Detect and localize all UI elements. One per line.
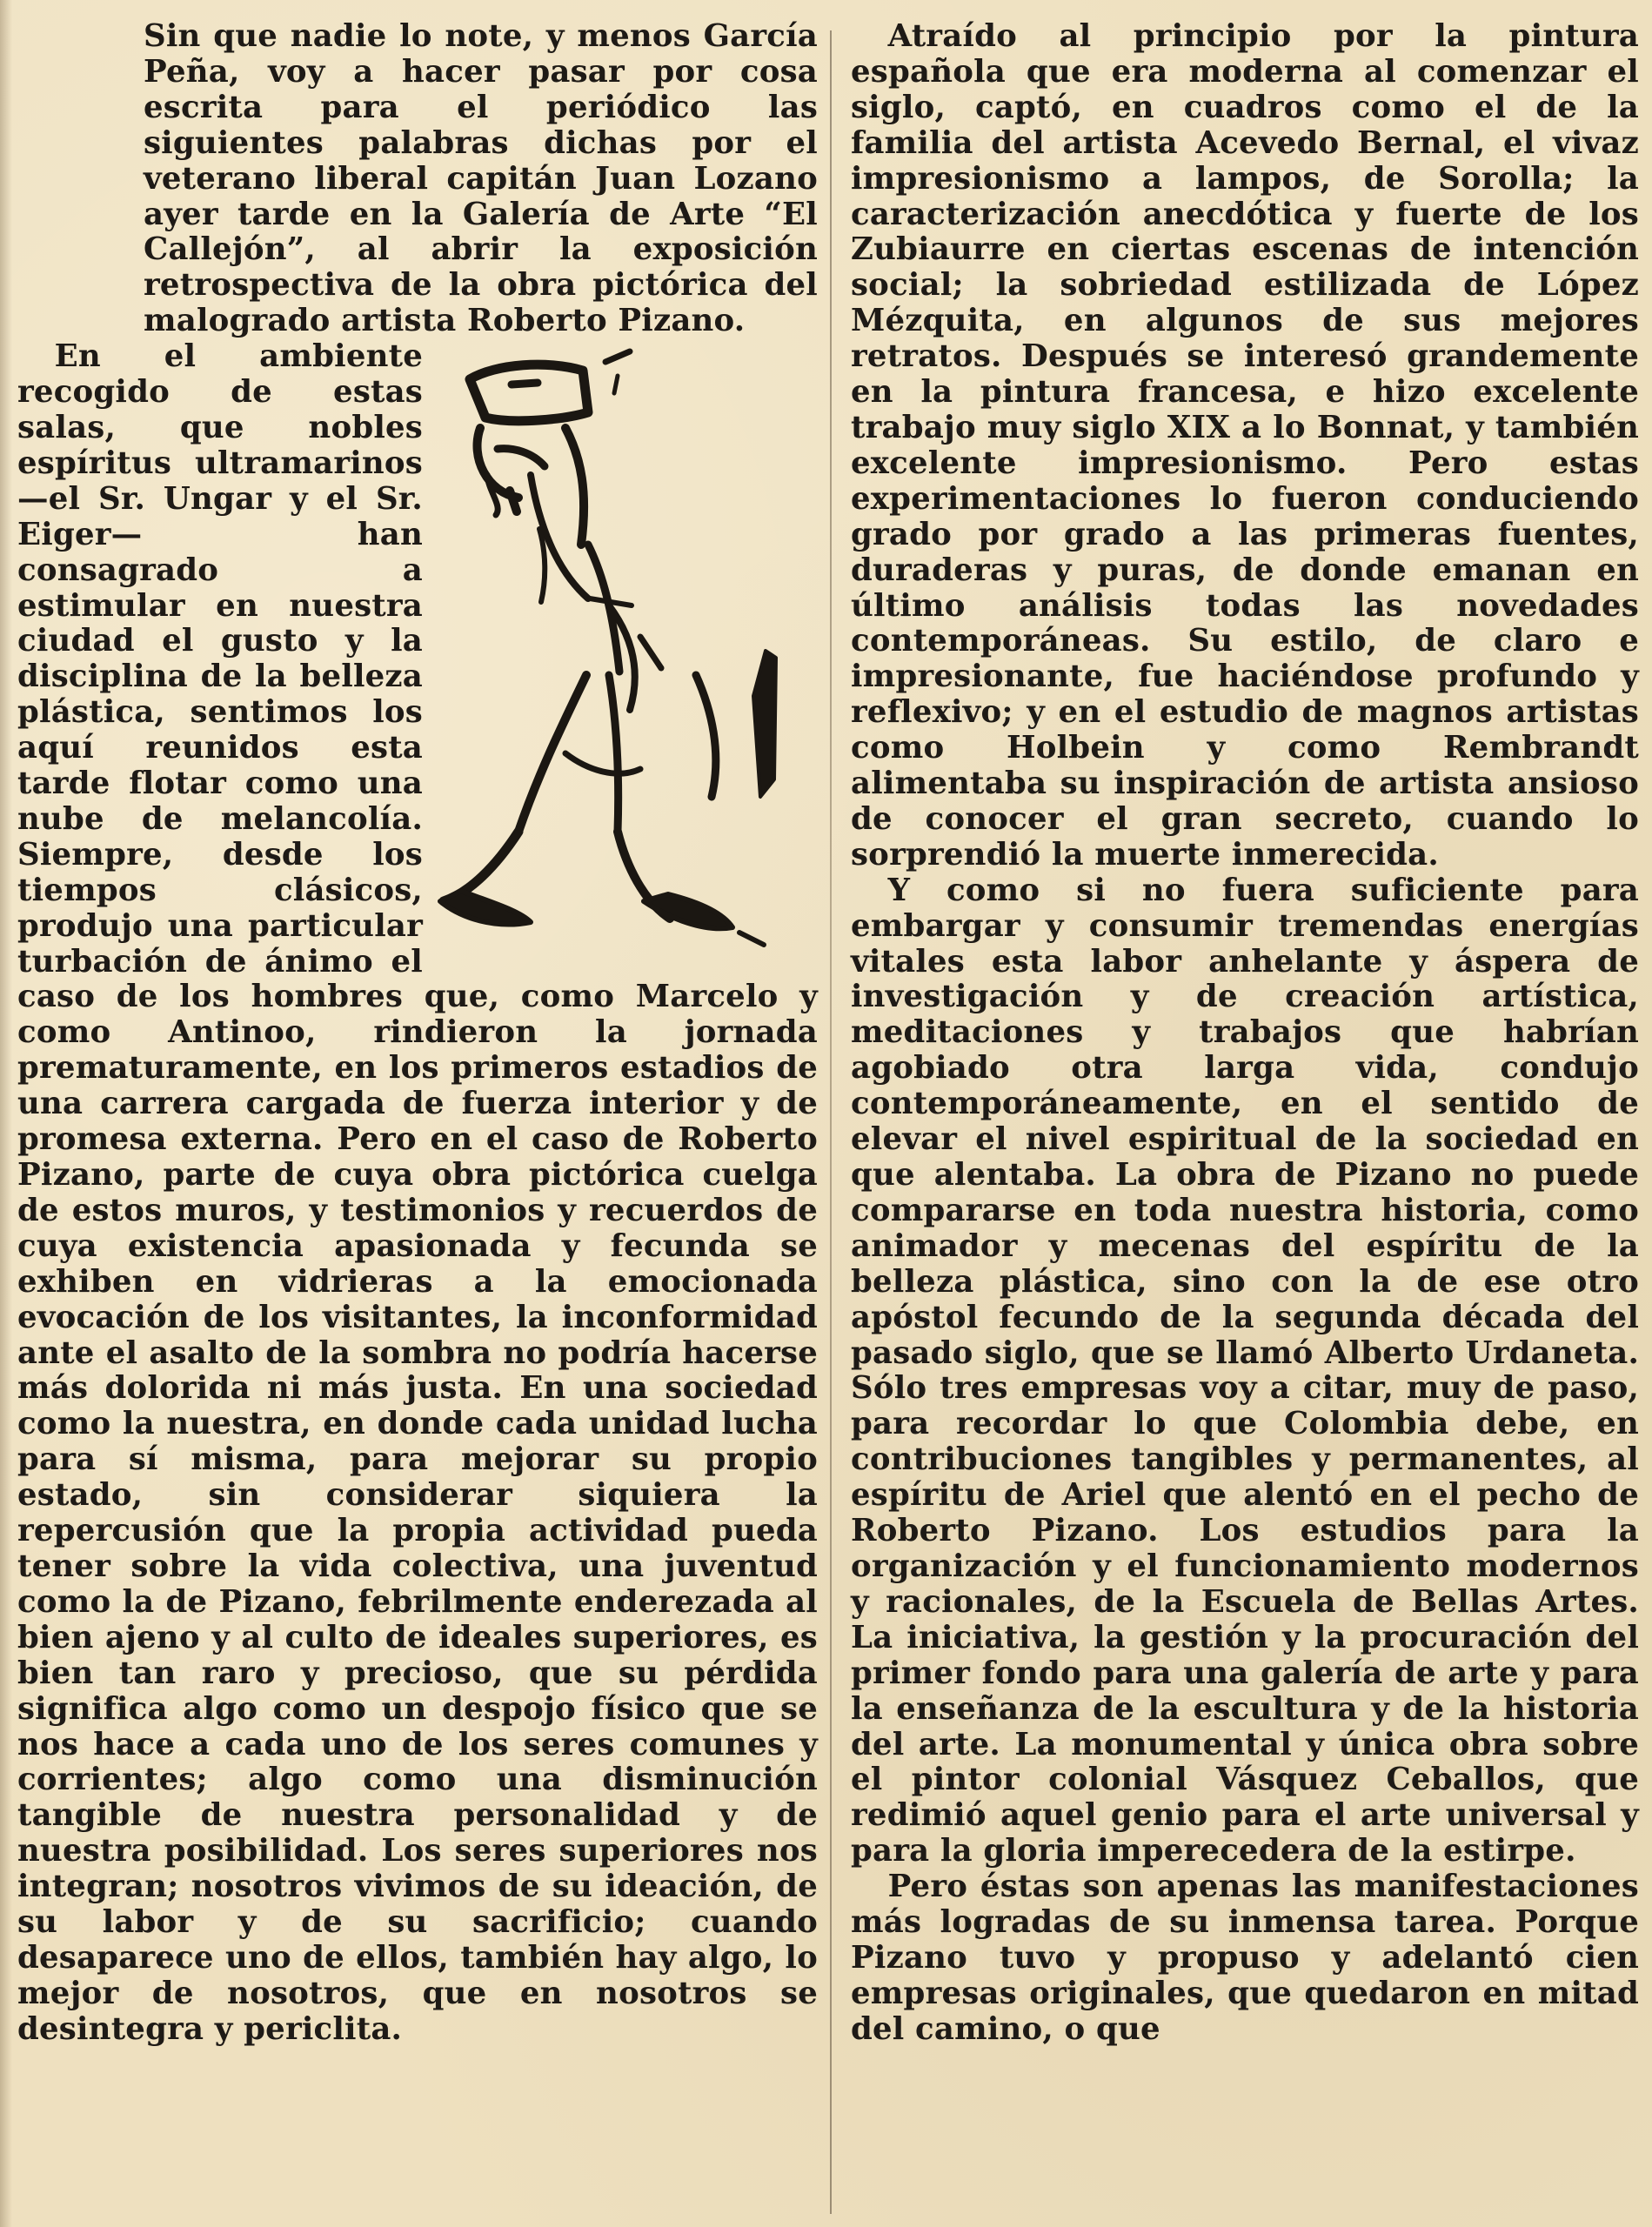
article-paragraph: En el ambiente recogido de estas salas, que nobles espíritus ultramarinos —el Sr. Ungar y el Sr. Eiger— han consagrado a estimular en nuestra ciudad el gusto y la disciplina de la belleza plástica, sentimos los aquí reunidos esta tarde flotar como una nube de melancolía. Siempre, desde los tiempos clásicos, produjo una particular turbación de ánimo el caso de los hombres que, como Marcelo y como Antinoo, rindieron la jornada prematuramente, en los primeros estadios de una carrera cargada de fuerza interior y de promesa externa. Pero en el caso de Roberto Pizano, parte de cuya obra pictórica cuelga de estos muros, y testimonios y recuerdos de cuya existencia apasionada y fecunda se exhiben en vidrieras a la emocionada evocación de los visitantes, la inconformidad ante el asalto de la sombra no podría hacerse más dolorida ni más justa. En una sociedad como la nuestra, en donde cada unidad lucha para sí misma, para mejorar su propio estado, sin considerar siquiera la repercusión que la propia actividad pueda tener sobre la vida colectiva, una juventud como la de Pizano, febrilmente enderezada al bien ajeno y al culto de ideales superiores, es bien tan raro y precioso, que su pérdida significa algo como un despojo físico que se nos hace a cada uno de los seres comunes y corrientes; algo como una disminución tangible de nuestra personalidad y de nuestra posibilidad. Los seres superiores nos integran; nosotros vivimos de su ideación, de su labor y de su sacrificio; cuando desaparece uno de ellos, también hay algo, lo mejor de nosotros, que en nosotros se desintegra y periclita.	[17, 338, 818, 2047]
paper-edge-shadow	[0, 0, 12, 2227]
column-divider	[830, 30, 832, 2214]
article-lead-paragraph: Sin que nadie lo note, y menos García Peña, voy a hacer pasar por cosa escrita para el periódico las siguientes palabras dichas por el veterano liberal capitán Juan Lozano ayer tarde en la Galería de Arte “El Callejón”, al abrir la exposición retrospectiva de la obra pictórica del malogrado artista Roberto Pizano.	[144, 18, 818, 339]
article-left-column	[17, 19, 818, 2048]
sketch-walking-figure-icon	[435, 344, 818, 958]
article-paragraph: Pero éstas son apenas las manifestaciones más logradas de su inmensa tarea. Porque Pizano tuvo y propuso y adelantó cien empresas originales, que quedaron en mitad del camino, o que	[851, 1869, 1639, 2047]
article-right-column	[851, 19, 1639, 2048]
article-paragraph: Atraído al principio por la pintura española que era moderna al comenzar el siglo, captó, en cuadros como el de la familia del artista Acevedo Bernal, el vivaz impresionismo a lampos, de Sorolla; la caracterización anecdótica y fuerte de los Zubiaurre en ciertas escenas de intención social; la sobriedad estilizada de López Mézquita, en algunos de sus mejores retratos. Después se interesó grandemente en la pintura francesa, e hizo excelente trabajo muy siglo XIX a lo Bonnat, y también excelente impresionismo. Pero estas experimentaciones lo fueron conduciendo grado por grado a las primeras fuentes, duraderas y puras, de donde emanan en último análisis todas las novedades contemporáneas. Su estilo, de claro e impresionante, fue haciéndose profundo y reflexivo; y en el estudio de magnos artistas como Holbein y como Rembrandt alimentaba su inspiración de artista ansioso de conocer el gran secreto, cuando lo sorprendió la muerte inmerecida.	[851, 18, 1639, 873]
article-paragraph: Y como si no fuera suficiente para embargar y consumir tremendas energías vitales esta labor anhelante y áspera de investigación y de creación artística, meditaciones y trabajos que habrían agobiado otra larga vida, condujo contemporáneamente, en el sentido de elevar el nivel espiritual de la sociedad en que alentaba. La obra de Pizano no puede compararse en toda nuestra historia, como animador y mecenas del espíritu de la belleza plástica, sino con la de ese otro apóstol fecundo de la segunda década del pasado siglo, que se llamó Alberto Urdaneta. Sólo tres empresas voy a citar, muy de paso, para recordar lo que Colombia debe, en contribuciones tangibles y permanentes, al espíritu de Ariel que alentó en el pecho de Roberto Pizano. Los estudios para la organización y el funcionamiento modernos y racionales, de la Escuela de Bellas Artes. La iniciativa, la gestión y la procuración del primer fondo para una galería de arte y para la enseñanza de la escultura y de la historia del arte. La monumental y única obra sobre el pintor colonial Vásquez Ceballos, que redimió aquel genio para el arte universal y para la gloria imperecedera de la estirpe.	[851, 872, 1639, 1869]
